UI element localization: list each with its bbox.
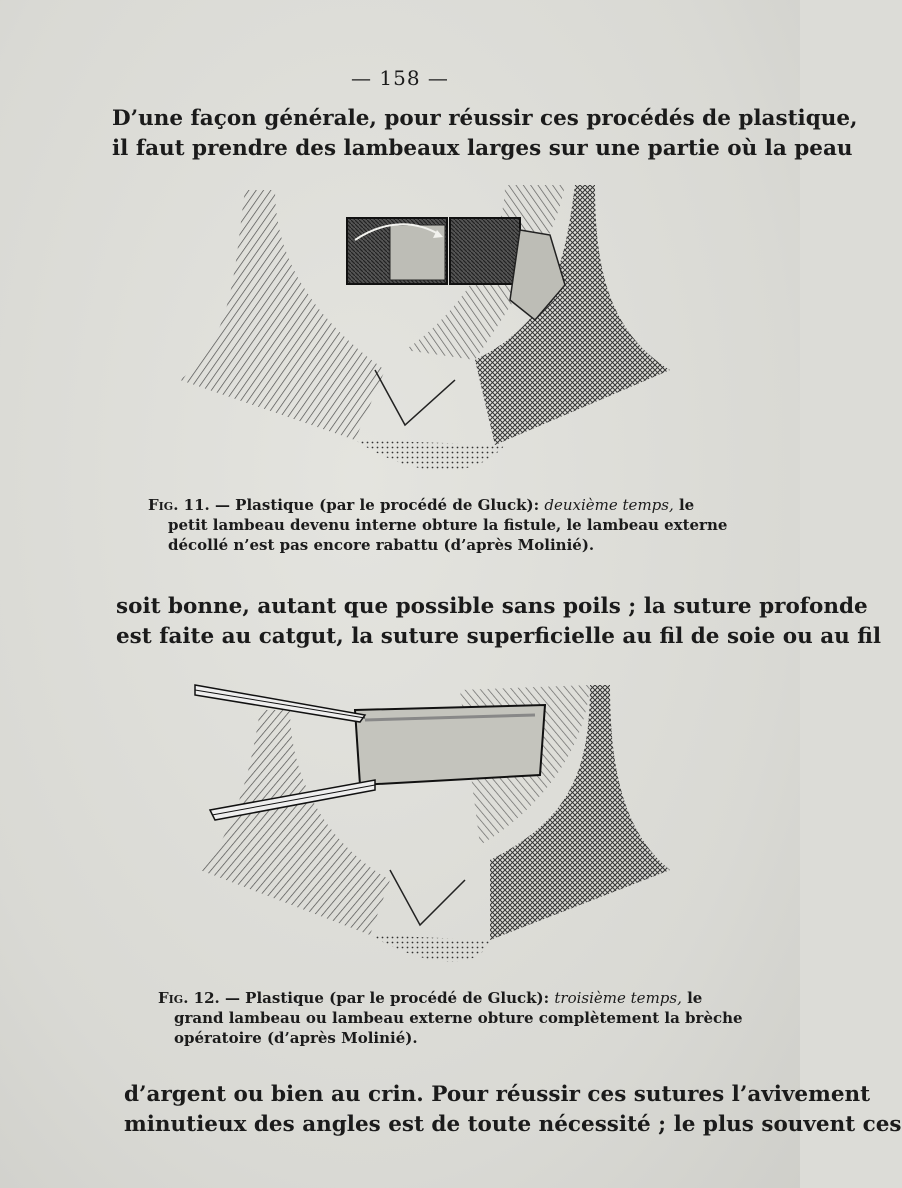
paragraph-2-line-2: est faite au catgut, la suture superficielle au fil de soie ou au fil (116, 624, 882, 649)
figure-11-label: Fig. 11. (148, 496, 210, 514)
page-number: — 158 — (351, 66, 449, 90)
figure-12-illustration (190, 680, 680, 970)
figure-12-caption-line-3: opératoire (d’après Molinié). (174, 1029, 418, 1047)
paragraph-3 (124, 1080, 902, 1140)
figure-11-caption-italic: deuxième temps, (544, 496, 674, 514)
paragraph-1-line-2: il faut prendre des lambeaux larges sur une partie où la peau (112, 136, 853, 161)
figure-11-caption-line-2: petit lambeau devenu interne obture la fistule, le lambeau externe (168, 516, 728, 534)
figure-12-label: Fig. 12. (158, 989, 220, 1007)
figure-12-caption-rest: le (681, 989, 703, 1007)
figure-11-illustration (175, 180, 675, 485)
paragraph-1-line-1: D’une façon générale, pour réussir ces procédés de plastique, (112, 106, 858, 131)
figure-12-caption-line-1 (158, 988, 728, 1008)
paragraph-2-line-1: soit bonne, autant que possible sans poils ; la suture profonde (116, 594, 868, 619)
figure-12-caption (158, 988, 743, 1048)
figure-11-caption-rest: le (673, 496, 695, 514)
paragraph-3-line-1: d’argent ou bien au crin. Pour réussir ces sutures l’avivement (124, 1082, 871, 1107)
figure-12-caption-italic: troisième temps, (554, 989, 682, 1007)
figure-11-caption-line-3: décollé n’est pas encore rabattu (d’après Molinié). (168, 536, 595, 554)
figure-12-caption-line-2: grand lambeau ou lambeau externe obture complètement la brèche (174, 1009, 743, 1027)
paragraph-1 (112, 104, 858, 164)
figure-12-caption-intro: — Plastique (par le procédé de Gluck): (219, 989, 555, 1007)
figure-11-caption-intro: — Plastique (par le procédé de Gluck): (209, 496, 545, 514)
figure-11-caption-line-1 (148, 495, 728, 515)
paragraph-2 (116, 592, 882, 652)
figure-11-caption (148, 495, 728, 555)
paragraph-3-line-2: minutieux des angles est de toute nécessité ; le plus souvent ces (124, 1112, 902, 1137)
